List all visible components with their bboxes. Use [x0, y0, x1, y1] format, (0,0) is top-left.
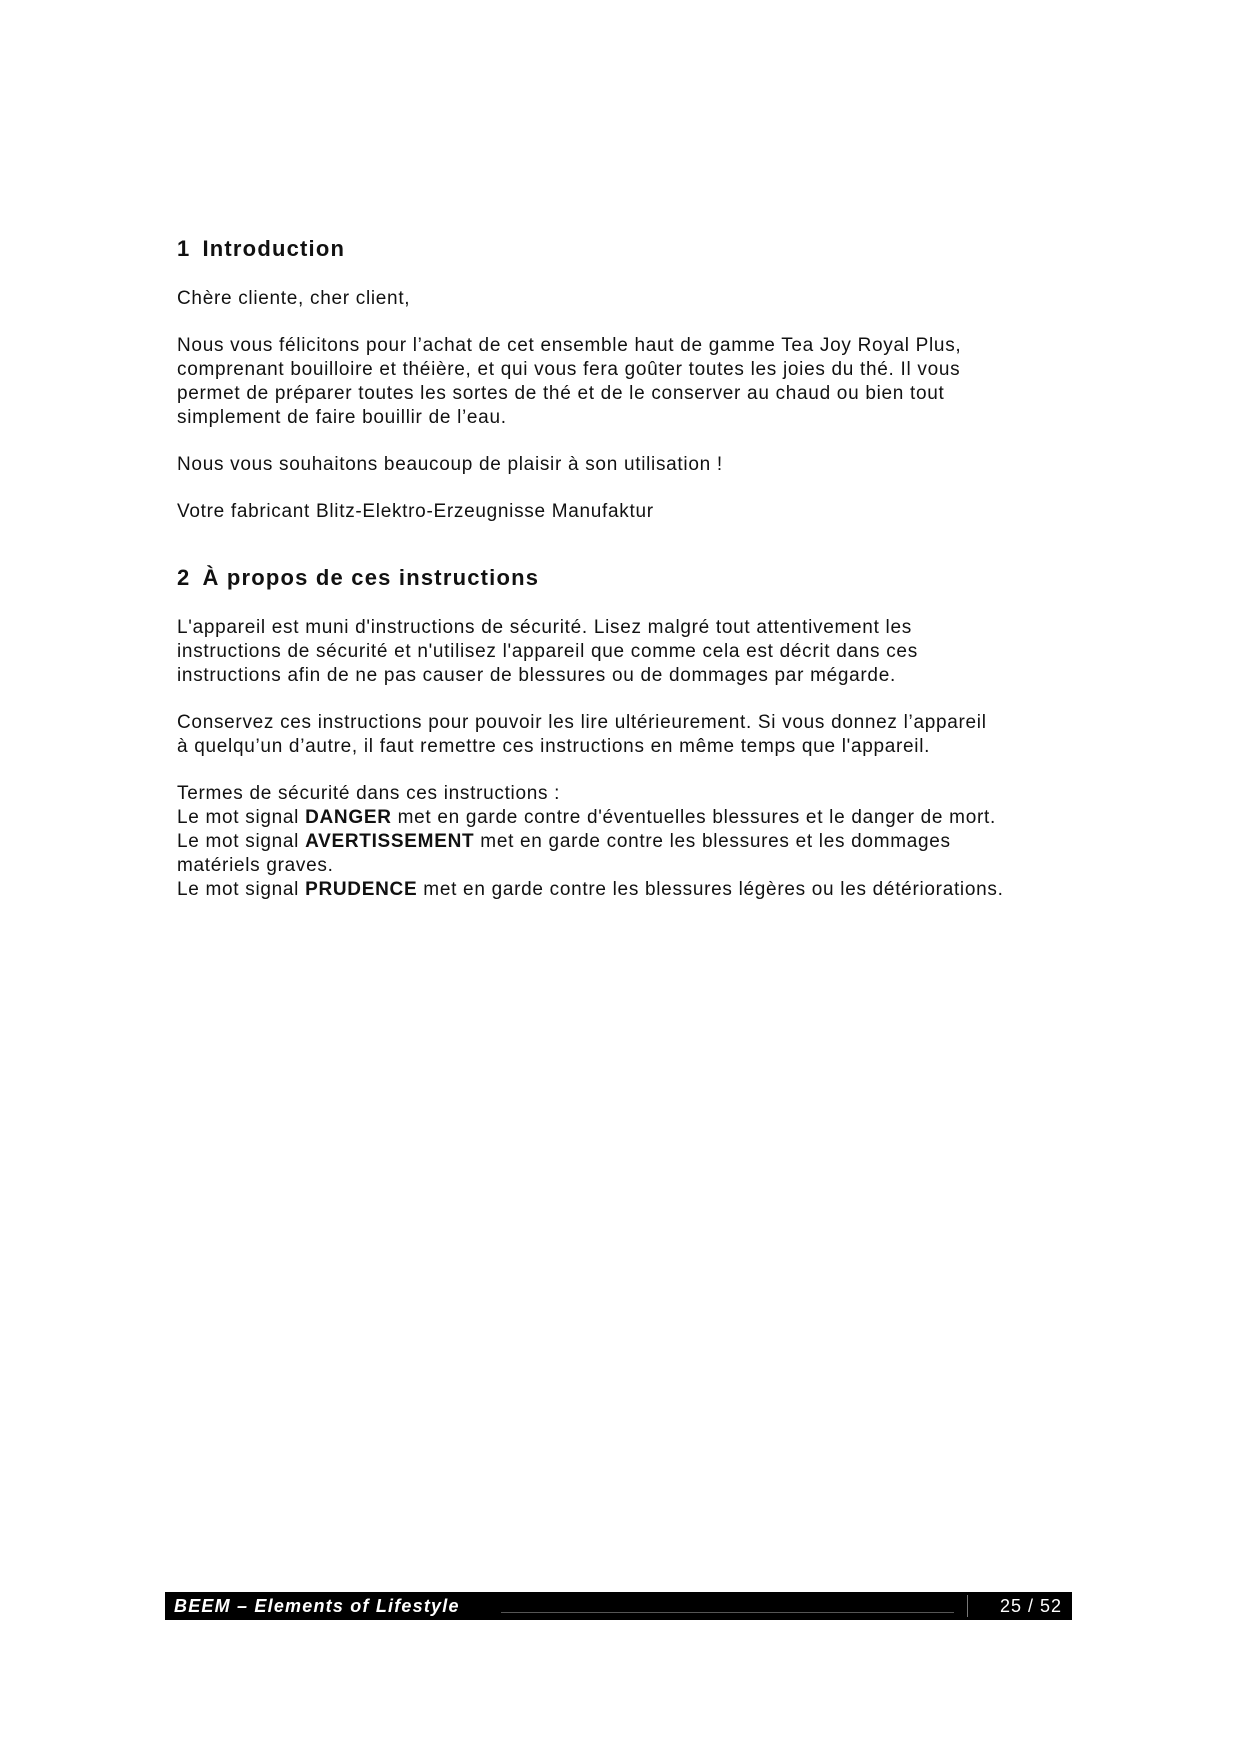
signal-prefix: Le mot signal — [177, 807, 306, 828]
wishes-paragraph: Nous vous souhaitons beaucoup de plaisir à son utilisation ! — [177, 454, 723, 475]
terms-intro: Termes de sécurité dans ces instructions : — [177, 783, 561, 804]
signature: Votre fabricant Blitz-Elektro-Erzeugnisse Manufaktur — [177, 501, 654, 522]
signal-line-caution — [177, 878, 1097, 902]
intro-paragraph — [177, 334, 1097, 430]
page-content — [177, 233, 1097, 925]
signal-description: met en garde contre les blessures légères ou les détériorations. — [417, 879, 1004, 900]
text-line: Conservez ces instructions pour pouvoir les lire ultérieurement. Si vous donnez l’appareil — [177, 712, 987, 733]
section-number: 2 — [177, 565, 191, 590]
signal-line-warning-continuation: matériels graves. — [177, 855, 334, 876]
section-title: Introduction — [202, 236, 346, 261]
page-number: 25 / 52 — [999, 1596, 1062, 1616]
text-line: à quelqu’un d’autre, il faut remettre ces instructions en même temps que l'appareil. — [177, 736, 931, 757]
text-line: instructions afin de ne pas causer de blessures ou de dommages par mégarde. — [177, 665, 896, 686]
text-line: L'appareil est muni d'instructions de sécurité. Lisez malgré tout attentivement les — [177, 617, 912, 638]
signal-description: met en garde contre les blessures et les dommages — [474, 831, 951, 852]
text-line: comprenant bouilloire et théière, et qui vous fera goûter toutes les joies du thé. Il vous — [177, 359, 961, 380]
keep-instructions-paragraph — [177, 711, 1097, 759]
section-number: 1 — [177, 236, 191, 261]
section-title: À propos de ces instructions — [202, 565, 540, 590]
signal-prefix: Le mot signal — [177, 879, 306, 900]
footer-brand: BEEM – Elements of Lifestyle — [174, 1596, 460, 1616]
page-footer — [165, 1592, 1072, 1620]
text-line: Nous vous félicitons pour l’achat de cet ensemble haut de gamme Tea Joy Royal Plus, — [177, 335, 962, 356]
signal-description: met en garde contre d'éventuelles blessures et le danger de mort. — [391, 807, 996, 828]
safety-terms — [177, 782, 1097, 902]
signal-word-danger: DANGER — [305, 807, 392, 828]
footer-divider — [501, 1612, 954, 1613]
text-line: simplement de faire bouillir de l’eau. — [177, 407, 507, 428]
greeting: Chère cliente, cher client, — [177, 288, 411, 309]
signal-line-warning — [177, 830, 1097, 854]
signal-line-danger — [177, 806, 1097, 830]
section-heading-instructions — [177, 562, 1097, 594]
signal-prefix: Le mot signal — [177, 831, 306, 852]
safety-paragraph — [177, 616, 1097, 688]
footer-separator — [967, 1595, 968, 1617]
text-line: instructions de sécurité et n'utilisez l'appareil que comme cela est décrit dans ces — [177, 641, 918, 662]
section-heading-introduction — [177, 233, 1097, 265]
signal-word-caution: PRUDENCE — [305, 879, 418, 900]
text-line: permet de préparer toutes les sortes de thé et de le conserver au chaud ou bien tout — [177, 383, 945, 404]
signal-word-warning: AVERTISSEMENT — [305, 831, 475, 852]
